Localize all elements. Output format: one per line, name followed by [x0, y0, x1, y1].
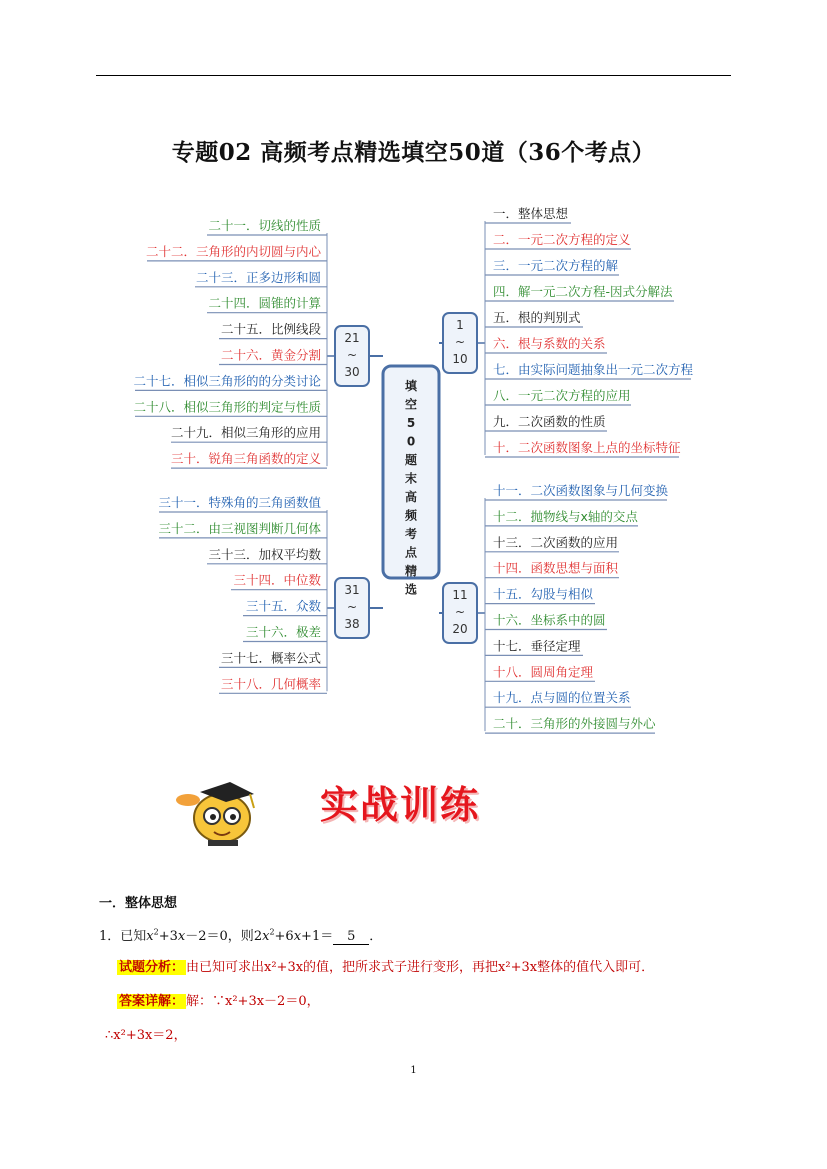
mindmap-leaf: 二十八．相似三角形的判定与性质: [133, 399, 321, 415]
center-char: 高: [404, 490, 418, 504]
center-char: 5: [406, 416, 416, 430]
center-char: 空: [404, 397, 418, 412]
mindmap-leaf: 七．由实际问题抽象出一元二次方程: [493, 362, 694, 377]
detail-line: [117, 990, 320, 1009]
mindmap-leaf: 二十．三角形的外接圆与外心: [493, 716, 656, 732]
mindmap-leaf: 三十七．概率公式: [220, 650, 321, 666]
center-char: 考: [404, 527, 418, 541]
question-equals: ＝: [320, 929, 334, 944]
analysis-tag: 试题分析：: [119, 960, 185, 975]
question-end: ．: [369, 929, 383, 944]
center-char: 0: [406, 434, 416, 449]
group-label: 10: [452, 352, 468, 366]
mindmap-leaf: 二十七．相似三角形的的分类讨论: [133, 373, 321, 389]
banner-title: 实战训练: [320, 783, 481, 827]
detail-text: 解：∵x²+3x－2＝0，: [186, 994, 320, 1009]
group-label: ~: [454, 335, 466, 349]
mindmap-leaf: 十七．垂径定理: [493, 638, 581, 654]
group-label: ~: [346, 348, 358, 362]
mindmap-leaf: 三十四．中位数: [233, 572, 321, 588]
center-char: 选: [404, 582, 418, 597]
section-heading: 一．整体思想: [99, 896, 178, 911]
center-char: 频: [404, 508, 418, 523]
group-label: ~: [346, 600, 358, 614]
page-number: 1: [410, 1065, 417, 1076]
center-char: 题: [404, 453, 418, 467]
group-label: 38: [344, 617, 360, 631]
mindmap-leaf: 十．二次函数图象上点的坐标特征: [493, 440, 681, 455]
question-text-a: 已知: [120, 929, 147, 944]
mindmap-leaf: 十五．勾股与相似: [493, 586, 594, 602]
mindmap-leaf: 三十二．由三视图判断几何体: [158, 520, 321, 536]
mindmap-leaf: 二十五．比例线段: [220, 321, 321, 337]
mindmap-leaf: 一．整体思想: [493, 206, 569, 221]
mindmap-leaf: 十二．抛物线与x轴的交点: [493, 508, 638, 524]
answer-blank: 5: [333, 929, 369, 945]
group-label: 20: [452, 622, 468, 636]
mindmap-leaf: 三．一元二次方程的解: [493, 258, 619, 273]
analysis-text: 由已知可求出x²+3x的值，把所求式子进行变形，再把x²+3x整体的值代入即可．: [186, 960, 655, 975]
question-number: 1．: [99, 929, 121, 944]
mindmap-leaf: 二十二．三角形的内切圆与内心: [145, 243, 321, 259]
group-label: 1: [456, 318, 464, 332]
detail-tag: 答案详解：: [119, 994, 185, 1009]
mindmap-leaf: 六．根与系数的关系: [493, 336, 606, 351]
mindmap-leaf: 三十一．特殊角的三角函数值: [158, 495, 321, 510]
group-label: 30: [344, 365, 360, 379]
mindmap-leaf: 十八．圆周角定理: [493, 664, 594, 680]
group-label: 31: [344, 583, 360, 597]
center-char: 点: [404, 545, 418, 560]
group-label: 21: [344, 331, 360, 345]
question-1: 1．已知$x^2+3x-2=0$，则$2x^2+6x+1= 5$ ．: [99, 927, 383, 944]
center-char: 精: [404, 564, 418, 578]
mindmap-leaf: 九．二次函数的性质: [493, 414, 606, 429]
mindmap-leaf: 三十六．极差: [245, 624, 321, 640]
mindmap-leaf: 十六．坐标系中的圆: [493, 612, 606, 628]
mindmap-leaf: 十一．二次函数图象与几何变换: [493, 483, 669, 498]
center-char: 填: [404, 379, 418, 393]
mindmap-leaf: 三十．锐角三角函数的定义: [170, 451, 321, 467]
mindmap-leaf: 三十五．众数: [245, 598, 321, 614]
mindmap-leaf: 二十六．黄金分割: [220, 347, 321, 363]
mindmap-leaf: 二．一元二次方程的定义: [493, 232, 631, 247]
center-char: 末: [404, 471, 418, 486]
mindmap-leaf: 十三．二次函数的应用: [493, 534, 619, 550]
page-title: 专题02 高频考点精选填空50道（36个考点）: [171, 139, 656, 166]
mindmap-leaf: 十四．函数思想与面积: [493, 560, 619, 576]
mindmap-leaf: 四．解一元二次方程-因式分解法: [493, 284, 673, 299]
group-label: 11: [452, 588, 468, 602]
question-text-b: ，则: [227, 929, 254, 944]
mindmap-leaf: 五．根的判别式: [493, 310, 581, 325]
mindmap-leaf: 三十八．几何概率: [220, 676, 321, 692]
mindmap-leaf: 二十九．相似三角形的应用: [170, 425, 321, 441]
mascot-icon: [170, 778, 270, 848]
therefore-line: ∴x²+3x＝2，: [105, 1028, 187, 1043]
mindmap-leaf: 十九．点与圆的位置关系: [493, 690, 631, 706]
group-label: ~: [454, 605, 466, 619]
mindmap-leaf: 二十一．切线的性质: [208, 218, 321, 233]
mindmap-leaf: 三十三．加权平均数: [208, 546, 321, 562]
mindmap-leaf: 二十四．圆锥的计算: [208, 295, 321, 311]
mindmap-leaf: 八．一元二次方程的应用: [493, 388, 631, 403]
analysis-line: [117, 956, 654, 975]
mindmap-leaf: 二十三．正多边形和圆: [195, 269, 321, 285]
